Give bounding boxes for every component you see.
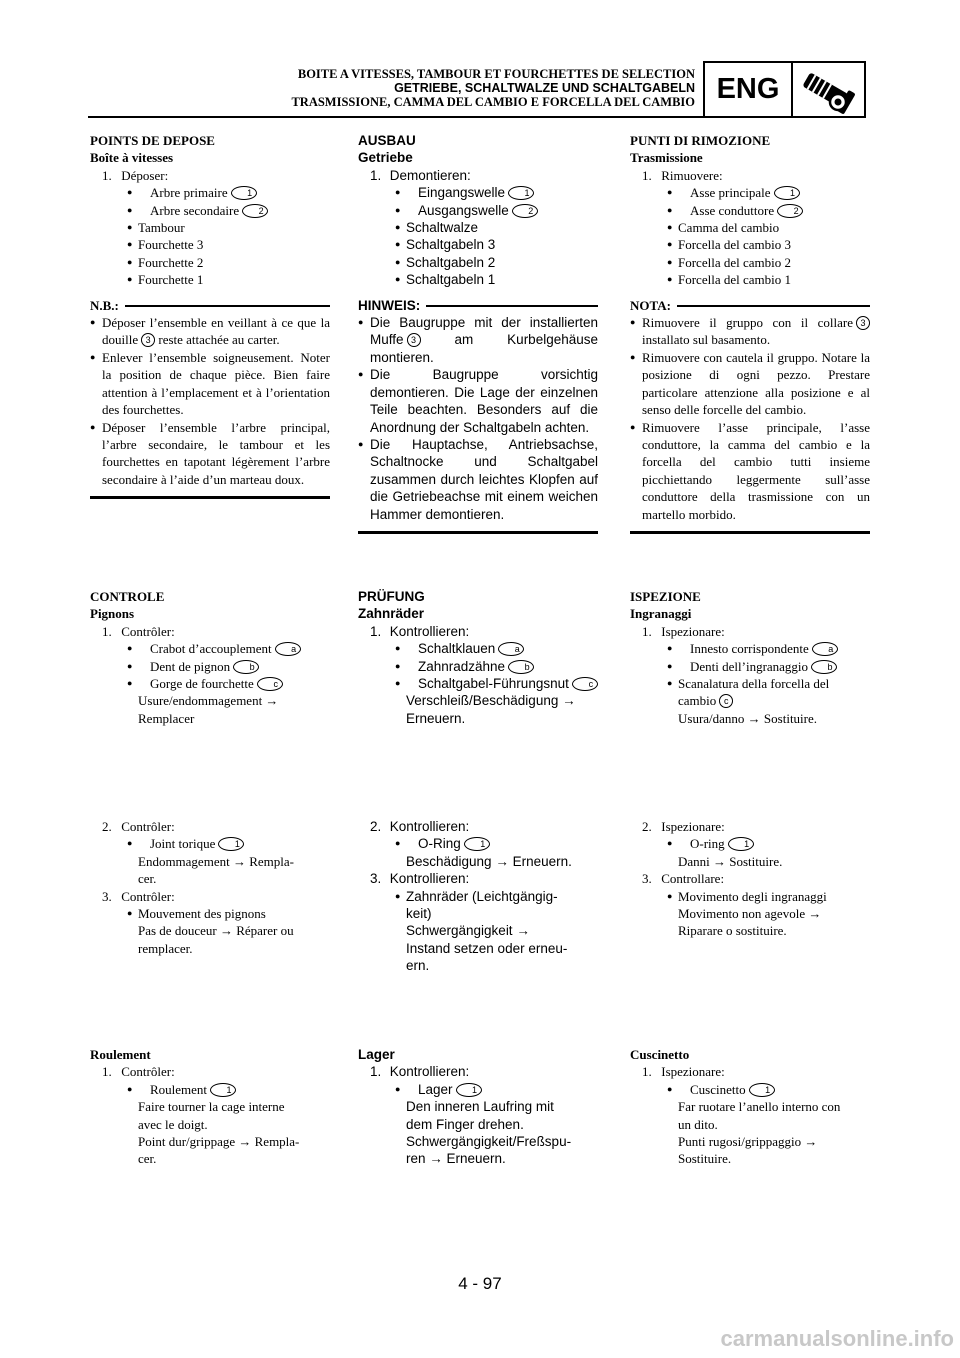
subsection-title: Pignons <box>90 606 135 622</box>
list-item: ● Zahnradzähne b <box>358 658 598 675</box>
note-item: ● Die Hauptachse, Antriebsachse, Schaltnocke und Schaltgabel zusammen durch leichtes Klopfen auf die Getriebeachse mit einem weichen Hammer demontieren. <box>358 436 598 523</box>
section-title: PRÜFUNG <box>358 589 425 604</box>
list-item: ● Camma del cambio <box>630 219 870 236</box>
list-item: ● Gorge de fourchette c <box>90 675 330 692</box>
step-item: 1. Ispezionare: <box>642 623 725 639</box>
list-item: ● Joint torique 1 <box>90 835 330 852</box>
list-item: ● Movimento degli ingranaggi <box>630 888 870 905</box>
section-title: CONTROLE <box>90 589 165 604</box>
note-box: NOTA: ● Rimuovere il gruppo con il collare 3 installato sul basamento. ● Rimuovere con cautela il gruppo. Notare la posizione di ogni pezzo. Prestare particolare attenzione alla posizione e al senso delle forcelle del cambio. ● Rimuovere l’asse principale, l’asse conduttore, la camma del cambio e la forcella del cambio tutti insieme picchiettando leggermente sull’asse conduttore della trasmissione con un martello morbido. <box>630 297 870 534</box>
note-item: ● Rimuovere l’asse principale, l’asse conduttore, la camma del cambio e la forcella del cambio tutti insieme picchiettando leggermente sull’asse conduttore della trasmissione con un martello morbido. <box>630 419 870 523</box>
list-item: ● Denti dell’ingranaggio b <box>630 658 870 675</box>
list-item: ● Dent de pignon b <box>90 658 330 675</box>
note-item: ● Die Baugruppe vorsichtig demontieren. Die Lage der einzelnen Teile beachten. Besonders auf die Anordnung der Schaltgabeln achten. <box>358 366 598 436</box>
step-item: 1. Contrôler: <box>102 623 175 639</box>
note-item: ● Rimuovere il gruppo con il collare 3 installato sul basamento. <box>630 314 870 349</box>
watermark: carmanualsonline.info <box>720 1326 954 1351</box>
list-item: ● O-Ring 1 <box>358 835 598 852</box>
step-item: 3. Kontrollieren: <box>370 871 470 887</box>
note-box: HINWEIS: ● Die Baugruppe mit der installierten Muffe 3 am Kurbelgehäuse montieren. ● Die Baugruppe vorsichtig demontieren. Die Lage der einzelnen Teile beachten. Besonders auf die Anordnung der Schaltgabeln achten. ● Die Hauptachse, Antriebsachse, Schaltnocke und Schaltgabel zusammen durch leichtes Klopfen auf die Getriebeachse mit einem weichen Hammer demontieren. <box>358 297 598 534</box>
header-title-de: GETRIEBE, SCHALTWALZE UND SCHALTGABELN <box>394 81 695 95</box>
list-item: ● Zahnräder (Leichtgängig- <box>358 888 598 905</box>
check-section-it-2: 2. Ispezionare: ● O-ring 1 Danni → Sostituire. 3. Controllare: ● Movimento degli ingranaggi Movimento non agevole → Riparare o sostituire. <box>630 818 870 940</box>
bearing-section-it: Cuscinetto 1. Ispezionare: ● Cuscinetto 1 Far ruotare l’anello interno con un dito. Punti rugosi/grippaggio → Sostituire. <box>630 1046 870 1168</box>
bearing-section-de: Lager 1. Kontrollieren: ● Lager 1 Den inneren Laufring mit dem Finger drehen. Schwergängigkeit/Freßspu- ren → Erneuern. <box>358 1046 598 1168</box>
section-title: POINTS DE DEPOSE <box>90 133 215 148</box>
note-item: ● Déposer l’ensemble en veillant à ce que la douille 3 reste attachée au carter. <box>90 314 330 349</box>
bearing-section-fr: Roulement 1. Contrôler: ● Roulement 1 Faire tourner la cage interne avec le doigt. Point dur/grippage → Rempla- cer. <box>90 1046 330 1168</box>
step-item: 1. Déposer: <box>102 167 169 183</box>
list-item: ● Scanalatura della forcella del <box>630 675 870 692</box>
list-item: ● O-ring 1 <box>630 835 870 852</box>
subsection-title: Lager <box>358 1047 395 1062</box>
header-title-fr: BOITE A VITESSES, TAMBOUR ET FOURCHETTES DE SELECTION <box>297 67 695 81</box>
list-item: ● Asse principale 1 <box>630 184 870 201</box>
check-section-fr: CONTROLE Pignons 1. Contrôler: ● Crabot d’accouplement a ● Dent de pignon b ● Gorge de fourchette c Usure/endommagement → Remplacer <box>90 588 330 727</box>
list-item: ● Forcella del cambio 1 <box>630 271 870 288</box>
list-item: ● Schaltklauen a <box>358 640 598 657</box>
list-item: ● Arbre secondaire 2 <box>90 202 330 219</box>
header-title-it: TRASMISSIONE, CAMMA DEL CAMBIO E FORCELLA DEL CAMBIO <box>291 95 695 109</box>
step-item: 1. Contrôler: <box>102 1064 175 1080</box>
list-item: ● Cuscinetto 1 <box>630 1081 870 1098</box>
step-item: 1. Kontrollieren: <box>370 623 470 639</box>
chapter-label: ENG <box>705 63 793 116</box>
list-item: ● Mouvement des pignons <box>90 905 330 922</box>
section-title: PUNTI DI RIMOZIONE <box>630 133 771 148</box>
section-title: AUSBAU <box>358 133 416 148</box>
list-item: ● Roulement 1 <box>90 1081 330 1098</box>
list-item: ● Forcella del cambio 3 <box>630 236 870 253</box>
note-box: N.B.: ● Déposer l’ensemble en veillant à ce que la douille 3 reste attachée au carter. ● Enlever l’ensemble soigneusement. Noter la position de chaque pièce. Bien faire attention à l’emplacement et à l’orientation des fourchettes. ● Déposer l’ensemble l’arbre principal, l’arbre secondaire, le tambour et les fourchettes en tapotant légèrement l’arbre secondaire à l’aide d’un marteau doux. <box>90 297 330 499</box>
check-section-de-2: 2. Kontrollieren: ● O-Ring 1 Beschädigung → Erneuern. 3. Kontrollieren: ● Zahnräder (Leichtgängig- keit) Schwergängigkeit → Instand setzen oder erneu- ern. <box>358 818 598 975</box>
step-item: 2. Kontrollieren: <box>370 819 470 834</box>
list-item: ● Fourchette 1 <box>90 271 330 288</box>
list-item: ● Fourchette 2 <box>90 254 330 271</box>
list-item: ● Crabot d’accouplement a <box>90 640 330 657</box>
subsection-title: Boîte à vitesses <box>90 150 174 166</box>
check-section-de: PRÜFUNG Zahnräder 1. Kontrollieren: ● Schaltklauen a ● Zahnradzähne b ● Schaltgabel-Führungsnut c Verschleiß/Beschädigung → Erneuern. <box>358 588 598 727</box>
list-item: ● Ausgangswelle 2 <box>358 202 598 219</box>
list-item: ● Arbre primaire 1 <box>90 184 330 201</box>
list-item: ● Asse conduttore 2 <box>630 202 870 219</box>
removal-section-de <box>358 132 598 534</box>
list-item: ● Lager 1 <box>358 1081 598 1098</box>
section-title: ISPEZIONE <box>630 589 701 604</box>
removal-section-fr <box>90 132 330 499</box>
list-item: ● Schaltgabel-Führungsnut c <box>358 675 598 692</box>
list-item: ● Innesto corrispondente a <box>630 640 870 657</box>
subsection-title: Zahnräder <box>358 606 425 622</box>
engine-bolt-icon <box>793 63 864 116</box>
step-item: 1. Kontrollieren: <box>370 1064 470 1080</box>
step-item: 2. Contrôler: <box>102 819 175 834</box>
list-item: ● Forcella del cambio 2 <box>630 254 870 271</box>
check-section-fr-2: 2. Contrôler: ● Joint torique 1 Endommagement → Rempla- cer. 3. Contrôler: ● Mouvement des pignons Pas de douceur → Réparer ou remplacer. <box>90 818 330 957</box>
subsection-title: Trasmissione <box>630 150 703 166</box>
chapter-badge <box>703 61 866 118</box>
subsection-title: Roulement <box>90 1047 151 1062</box>
subsection-title: Cuscinetto <box>630 1047 690 1062</box>
subsection-title: Getriebe <box>358 150 413 166</box>
note-item: ● Rimuovere con cautela il gruppo. Notare la posizione di ogni pezzo. Prestare particolare attenzione alla posizione e al senso delle forcelle del cambio. <box>630 349 870 419</box>
list-item: ● Schaltgabeln 2 <box>358 254 598 271</box>
section-header <box>291 67 695 109</box>
step-item: 2. Ispezionare: <box>642 819 725 834</box>
step-item: 3. Controllare: <box>642 871 725 887</box>
note-item: ● Déposer l’ensemble l’arbre principal, l’arbre secondaire, le tambour et les fourchettes en tapotant légèrement l’arbre secondaire à l’aide d’un marteau doux. <box>90 419 330 489</box>
note-item: ● Enlever l’ensemble soigneusement. Noter la position de chaque pièce. Bien faire attention à l’emplacement et à l’orientation des fourchettes. <box>90 349 330 419</box>
step-item: 3. Contrôler: <box>102 888 175 904</box>
list-item: ● Tambour <box>90 219 330 236</box>
list-item: ● Fourchette 3 <box>90 236 330 253</box>
subsection-title: Ingranaggi <box>630 606 692 622</box>
step-item: 1. Demontieren: <box>370 167 471 183</box>
list-item: ● Schaltwalze <box>358 219 598 236</box>
check-section-it: ISPEZIONE Ingranaggi 1. Ispezionare: ● Innesto corrispondente a ● Denti dell’ingranaggio b ● Scanalatura della forcella del cambio c Usura/danno → Sostituire. <box>630 588 870 727</box>
note-item: ● Die Baugruppe mit der installierten Muffe 3 am Kurbelgehäuse montieren. <box>358 314 598 366</box>
step-item: 1. Ispezionare: <box>642 1064 725 1080</box>
step-item: 1. Rimuovere: <box>642 167 723 183</box>
list-item: ● Schaltgabeln 1 <box>358 271 598 288</box>
removal-section-it <box>630 132 870 534</box>
list-item: ● Schaltgabeln 3 <box>358 236 598 253</box>
page-number: 4 - 97 <box>458 1274 502 1293</box>
list-item: ● Eingangswelle 1 <box>358 184 598 201</box>
